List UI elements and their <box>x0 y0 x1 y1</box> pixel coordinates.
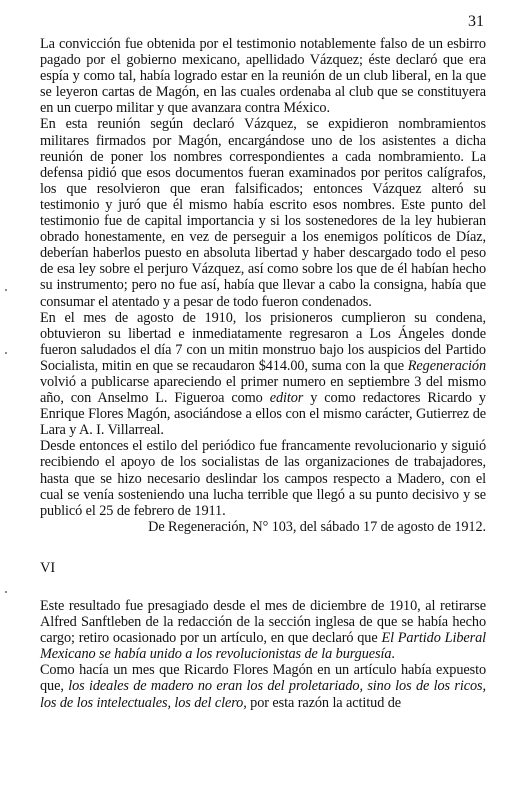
text-run: En el mes de agosto de 1910, los prisioneros cumplieron su condena, obtuvieron su libertad e inmediatamente regresaron a Los Ángeles donde fueron saludados el día 7 con un mitin monstruo bajo los auspicios del Partido Socialista, mitin en que se recaudaron $414.00, suma con la que <box>40 309 486 374</box>
body-text <box>40 36 486 711</box>
italic-text: editor <box>269 390 304 407</box>
text-run: Desde entonces el estilo del periódico fue francamente revolucionario y siguió recibiendo el apoyo de los socialistas de las organizaciones de trabajadores, hasta que se hizo necesario deslindar los campos respecto a Madero, con el cual se venía sosteniendo una lucha terrible que llegó a su punto decisivo y se publicó el 25 de febrero de 1911. <box>40 438 486 519</box>
text-run: Este resultado fue presagiado desde el mes de diciembre de 1910, al retirarse Alfred Sanftleben de la redacción de la sección inglesa de que se había hecho cargo; retiro ocasionado por un artículo, en que declaró que <box>40 598 486 647</box>
scan-mark <box>5 352 7 354</box>
text-run: Como hacía un mes que Ricardo Flores Magón en un artículo había expuesto que, <box>40 662 486 695</box>
text-run: En esta reunión según declaró Vázquez, se expidieron nombramientos militares firmados por Magón, encargándose uno de los asistentes a dicha reunión de poner los nombres correspondientes a cada nombramiento. La defensa pidió que esos documentos fueran examinados por peritos calígrafos, los que resolvieron que eran falsificados; entonces Vázquez alteró su testimonio y juró que él mismo había escrito esos nombres. Este punto del testimonio fue de capital importancia y si los sostenedores de la ley hubieran obrado honestamente, en vez de perseguir a los enemigos políticos de Díaz, deberían haberlos puesto en absoluta libertad y haber descargado todo el peso de esa ley sobre el perjuro Vázquez, así como sobre los que de él habían hecho su instrumento; pero no fue así, había que llevar a cabo la consigna, había que consumar el atentado y a pesar de todo fueron condenados. <box>40 116 486 310</box>
text-run: La convicción fue obtenida por el testimonio notablemente falso de un esbirro pagado por el gobierno mexicano, apellidado Vázquez; éste declaró que era espía y como tal, había logrado estar en la reunión de un club liberal, en la que se leyeron cartas de Magón, en las cuales ordenaba al club que se constituyera en un cuerpo militar y que avanzara contra México. <box>40 36 486 117</box>
citation: De Regeneración, N° 103, del sábado 17 de agosto de 1912. <box>148 518 486 535</box>
paragraph <box>40 36 486 116</box>
paragraph <box>40 310 486 439</box>
paragraph <box>40 438 486 518</box>
italic-text: Regeneración <box>407 357 486 374</box>
paragraph-group <box>40 598 486 711</box>
paragraph <box>40 662 486 710</box>
section-gap <box>40 576 486 598</box>
text-run: volvió a publicarse apareciendo el primer numero en septiembre 3 del mismo año, con Anselmo L. Figueroa como <box>40 373 486 407</box>
scan-mark <box>5 289 7 291</box>
section-heading: VI <box>40 559 56 576</box>
paragraph <box>40 116 486 309</box>
italic-text: los ideales de madero no eran los del proletariado, sino los de los ricos, los de los intelectuales, los del clero <box>40 678 486 711</box>
text-run: , por esta razón la actitud de <box>243 694 402 711</box>
page-number: 31 <box>468 13 484 30</box>
paragraph <box>40 598 486 662</box>
text-run: y como redactores Ricardo y Enrique Flores Magón, asociándose a ellos con el mismo carácter, Gutierrez de Lara y A. I. Villarreal. <box>40 390 486 439</box>
italic-text: El Partido Liberal Mexicano se había unido a los revolucionistas de la burguesía <box>40 630 487 663</box>
scan-mark <box>5 591 7 593</box>
text-run: . <box>391 646 395 663</box>
paragraph-group <box>40 36 486 519</box>
